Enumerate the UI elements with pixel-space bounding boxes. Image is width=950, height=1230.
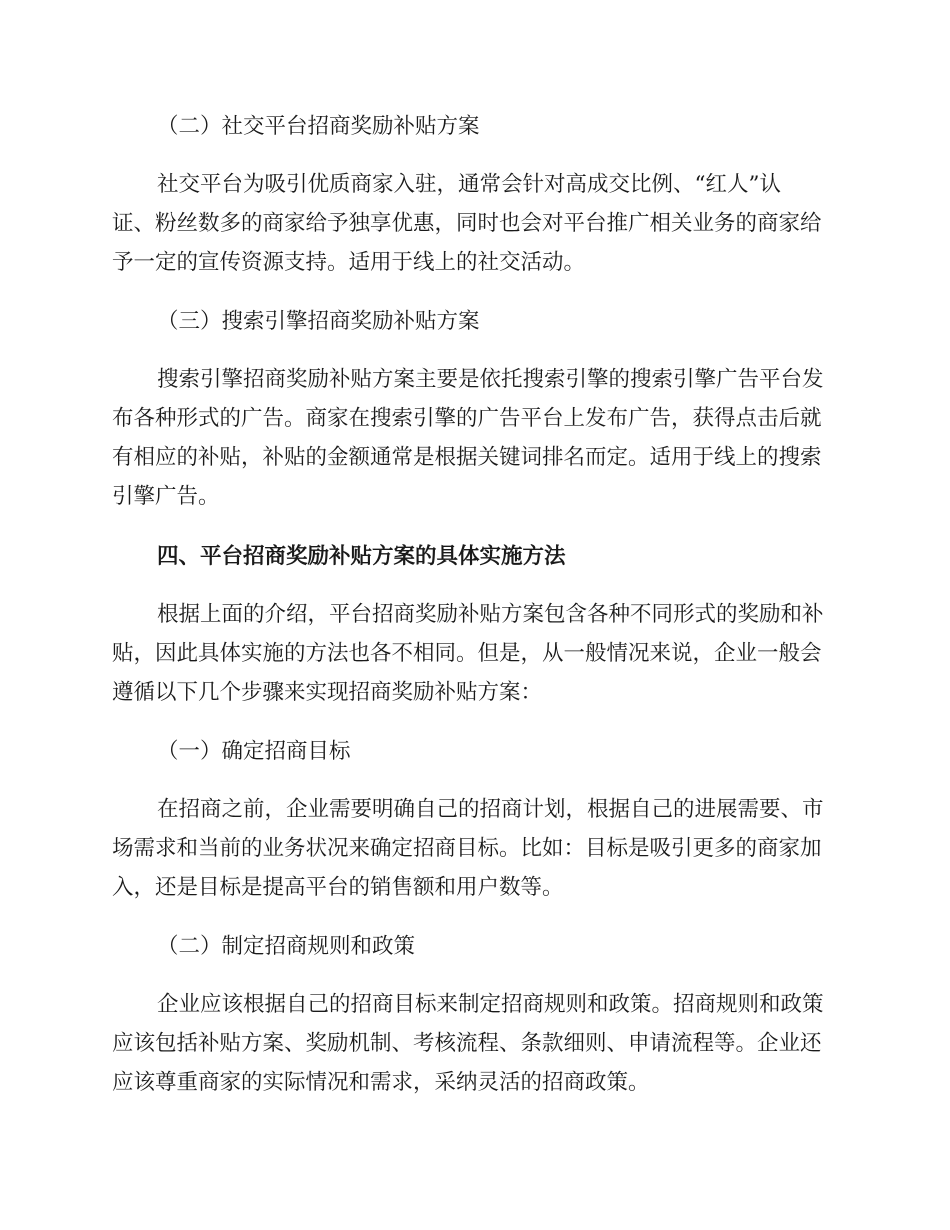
paragraph-line: 证、粉丝数多的商家给予独享优惠，同时也会对平台推广相关业务的商家给 [112,211,822,236]
paragraph-line: 引擎广告。 [112,484,220,509]
subsection-heading-determine-target: （一）确定招商目标 [157,739,351,764]
subsection-heading-search-engine: （三）搜索引擎招商奖励补贴方案 [157,309,480,334]
section-heading-implementation: 四、平台招商奖励补贴方案的具体实施方法 [157,544,566,569]
paragraph-line: 遵循以下几个步骤来实现招商奖励补贴方案： [112,680,543,705]
paragraph-line: 入，还是目标是提高平台的销售额和用户数等。 [112,875,564,900]
paragraph-line: 搜索引擎招商奖励补贴方案主要是依托搜索引擎的搜索引擎广告平台发 [157,367,824,392]
subsection-heading-social-platform: （二）社交平台招商奖励补贴方案 [157,114,480,139]
paragraph-line: 有相应的补贴，补贴的金额通常是根据关键词排名而定。适用于线上的搜索 [112,445,822,470]
paragraph-line: 根据上面的介绍，平台招商奖励补贴方案包含各种不同形式的奖励和补 [157,602,824,627]
paragraph-line: 在招商之前，企业需要明确自己的招商计划，根据自己的进展需要、市 [157,797,824,822]
paragraph-line: 应该包括补贴方案、奖励机制、考核流程、条款细则、申请流程等。企业还 [112,1031,822,1056]
paragraph-line: 场需求和当前的业务状况来确定招商目标。比如：目标是吸引更多的商家加 [112,836,822,861]
paragraph-line: 企业应该根据自己的招商目标来制定招商规则和政策。招商规则和政策 [157,992,824,1017]
subsection-heading-rules-policy: （二）制定招商规则和政策 [157,934,416,959]
paragraph-line: 应该尊重商家的实际情况和需求，采纳灵活的招商政策。 [112,1070,650,1095]
paragraph-line: 贴，因此具体实施的方法也各不相同。但是，从一般情况来说，企业一般会 [112,641,822,666]
paragraph-line: 社交平台为吸引优质商家入驻，通常会针对高成交比例、“红人”认 [157,172,781,197]
paragraph-line: 布各种形式的广告。商家在搜索引擎的广告平台上发布广告，获得点击后就 [112,406,822,431]
paragraph-line: 予一定的宣传资源支持。适用于线上的社交活动。 [112,250,586,275]
